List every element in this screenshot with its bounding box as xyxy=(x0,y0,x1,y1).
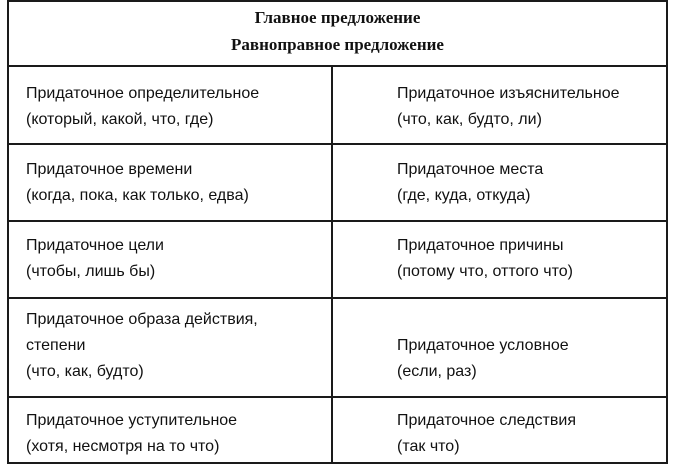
cell-conjunctions: (который, какой, что, где) xyxy=(26,111,214,128)
cell-conjunctions: (если, раз) xyxy=(397,363,477,380)
table-row xyxy=(9,299,666,398)
cell-title: Придаточное времени xyxy=(26,161,193,178)
attributive-clause-cell xyxy=(9,67,333,143)
cell-title-continued: степени xyxy=(26,337,86,354)
table-row xyxy=(9,222,666,299)
clause-table xyxy=(7,0,668,464)
cell-conjunctions: (когда, пока, как только, едва) xyxy=(26,187,249,204)
consequence-clause-cell xyxy=(333,398,666,464)
table-row xyxy=(9,398,666,464)
table-header xyxy=(9,2,666,67)
cell-title: Придаточное места xyxy=(397,161,544,178)
cell-title: Придаточное определительное xyxy=(26,85,260,102)
conditional-clause-cell xyxy=(333,299,666,396)
purpose-clause-cell xyxy=(9,222,333,297)
reason-clause-cell xyxy=(333,222,666,297)
cell-conjunctions: (что, как, будто) xyxy=(26,363,144,380)
cell-conjunctions: (потому что, оттого что) xyxy=(397,263,573,280)
place-clause-cell xyxy=(333,145,666,220)
cell-title: Придаточное причины xyxy=(397,237,564,254)
table-row xyxy=(9,67,666,145)
cell-conjunctions: (хотя, несмотря на то что) xyxy=(26,438,220,455)
explanatory-clause-cell xyxy=(333,67,666,143)
manner-clause-cell xyxy=(9,299,333,396)
time-clause-cell xyxy=(9,145,333,220)
cell-conjunctions: (так что) xyxy=(397,438,460,455)
cell-conjunctions: (чтобы, лишь бы) xyxy=(26,263,156,280)
equal-clause-heading: Равноправное предложение xyxy=(231,35,444,54)
cell-title: Придаточное условное xyxy=(397,337,569,354)
main-clause-heading: Главное предложение xyxy=(254,8,421,27)
cell-title: Придаточное образа действия, xyxy=(26,311,258,328)
concessive-clause-cell xyxy=(9,398,333,464)
cell-title: Придаточное изъяснительное xyxy=(397,85,620,102)
cell-conjunctions: (где, куда, откуда) xyxy=(397,187,531,204)
cell-title: Придаточное цели xyxy=(26,237,164,254)
cell-title: Придаточное уступительное xyxy=(26,412,238,429)
cell-conjunctions: (что, как, будто, ли) xyxy=(397,111,542,128)
table-row xyxy=(9,145,666,222)
cell-title: Придаточное следствия xyxy=(397,412,576,429)
